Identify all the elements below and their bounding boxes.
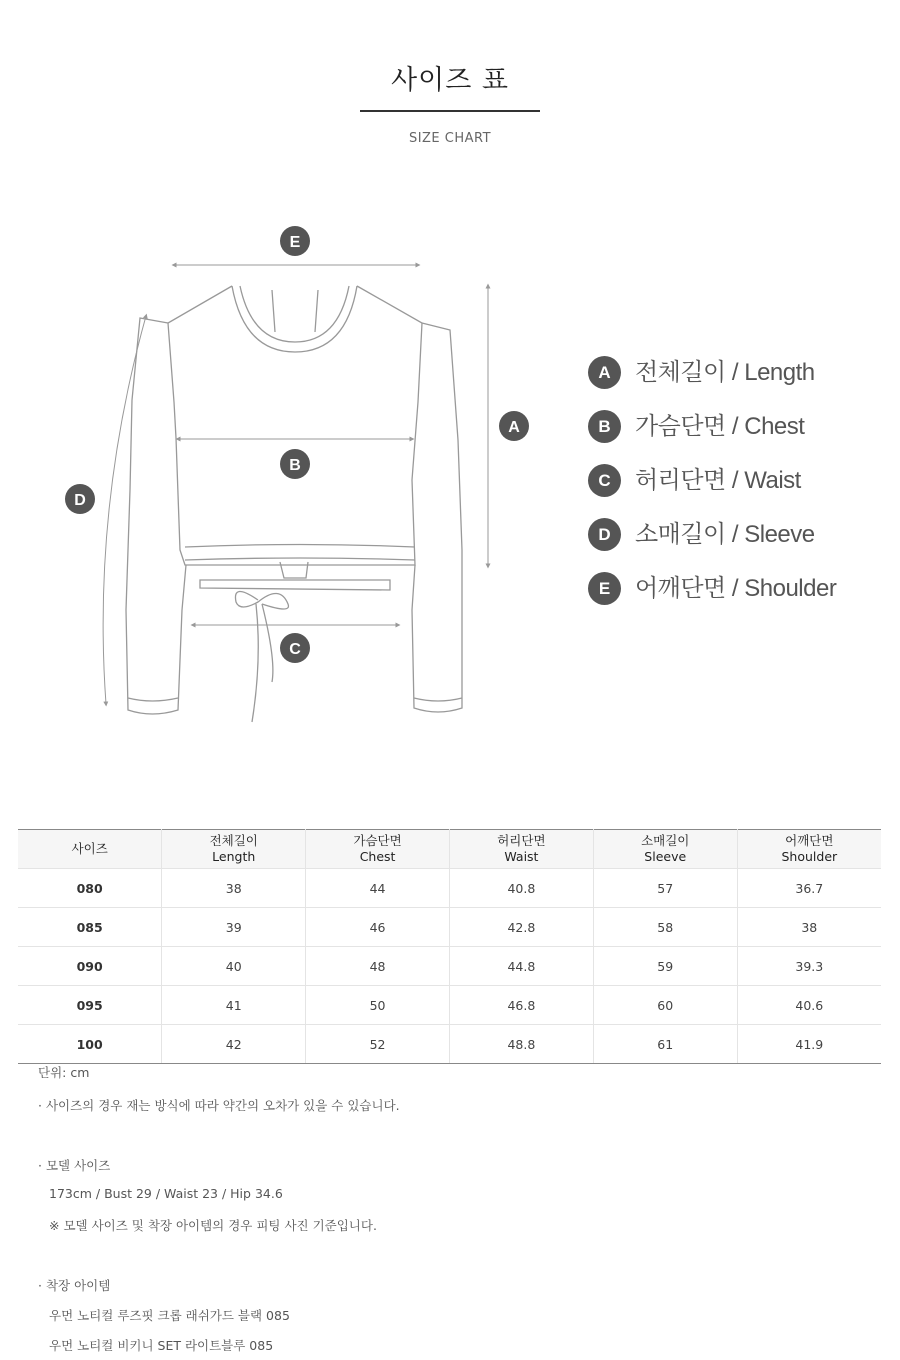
legend-badge: B	[588, 410, 621, 443]
header-ko: 소매길이	[641, 833, 690, 848]
shoulder-cell: 40.6	[737, 986, 881, 1025]
chest-cell: 44	[306, 869, 450, 908]
legend-label: 어깨단면 / Shoulder	[635, 575, 837, 602]
legend-label: 가슴단면 / Chest	[635, 413, 805, 440]
chest-cell: 48	[306, 947, 450, 986]
marker-b	[280, 449, 310, 479]
length-cell: 38	[162, 869, 306, 908]
header-sleeve	[593, 830, 737, 869]
table-row	[18, 947, 881, 986]
header-en: Chest	[359, 849, 396, 864]
header-shoulder	[737, 830, 881, 869]
header-ko: 어깨단면	[785, 833, 834, 848]
svg-text:B: B	[289, 457, 301, 474]
table-row	[18, 1025, 881, 1064]
marker-d	[65, 484, 95, 514]
legend-badge: D	[588, 518, 621, 551]
sleeve-cell: 59	[593, 947, 737, 986]
waist-cell: 44.8	[449, 947, 593, 986]
model-size-value: 173cm / Bust 29 / Waist 23 / Hip 34.6	[49, 1186, 283, 1201]
table-row	[18, 869, 881, 908]
measurement-legend	[588, 356, 888, 626]
line-d	[103, 316, 146, 704]
shoulder-cell: 41.9	[737, 1025, 881, 1064]
page-title: 사이즈 표	[391, 65, 509, 96]
measurement-note: · 사이즈의 경우 재는 방식에 따라 약간의 오차가 있을 수 있습니다.	[38, 1098, 400, 1113]
title-divider	[360, 110, 540, 112]
sleeve-cell: 60	[593, 986, 737, 1025]
sleeve-cell: 61	[593, 1025, 737, 1064]
header-ko: 가슴단면	[353, 833, 402, 848]
table-row	[18, 908, 881, 947]
header-en: Sleeve	[644, 849, 687, 864]
svg-text:C: C	[289, 641, 301, 658]
header-ko: 사이즈	[71, 841, 108, 856]
worn-items-title: · 착장 아이템	[38, 1278, 111, 1293]
header-size	[18, 830, 162, 869]
shoulder-cell: 39.3	[737, 947, 881, 986]
worn-item: 우먼 노티컬 비키니 SET 라이트블루 085	[49, 1338, 274, 1353]
length-cell: 40	[162, 947, 306, 986]
shoulder-cell: 38	[737, 908, 881, 947]
legend-label: 전체길이 / Length	[635, 359, 815, 386]
chest-cell: 46	[306, 908, 450, 947]
waist-cell: 46.8	[449, 986, 593, 1025]
size-cell: 095	[18, 986, 162, 1025]
legend-item-length	[588, 356, 888, 410]
legend-label: 소매길이 / Sleeve	[635, 521, 815, 548]
header-en: Waist	[504, 849, 539, 864]
size-cell: 080	[18, 869, 162, 908]
model-size-title: · 모델 사이즈	[38, 1158, 111, 1173]
sleeve-cell: 57	[593, 869, 737, 908]
unit-note: 단위: cm	[38, 1065, 90, 1080]
worn-item: 우먼 노티컬 루즈핏 크롭 래쉬가드 블랙 085	[49, 1308, 290, 1323]
size-cell: 090	[18, 947, 162, 986]
length-cell: 39	[162, 908, 306, 947]
length-cell: 42	[162, 1025, 306, 1064]
shoulder-cell: 36.7	[737, 869, 881, 908]
size-table	[18, 829, 881, 1064]
length-cell: 41	[162, 986, 306, 1025]
waist-cell: 42.8	[449, 908, 593, 947]
size-cell: 100	[18, 1025, 162, 1064]
page-subtitle: SIZE CHART	[408, 131, 492, 146]
table-header-row	[18, 830, 881, 869]
sleeve-cell: 58	[593, 908, 737, 947]
legend-badge: E	[588, 572, 621, 605]
table-row	[18, 986, 881, 1025]
marker-a	[499, 411, 529, 441]
legend-badge: A	[588, 356, 621, 389]
header-ko: 전체길이	[209, 833, 258, 848]
legend-item-shoulder	[588, 572, 888, 626]
header-ko: 허리단면	[497, 833, 546, 848]
waist-cell: 40.8	[449, 869, 593, 908]
chest-cell: 52	[306, 1025, 450, 1064]
model-size-note: ※ 모델 사이즈 및 착장 아이템의 경우 피팅 사진 기준입니다.	[49, 1218, 377, 1233]
legend-item-waist	[588, 464, 888, 518]
chest-cell: 50	[306, 986, 450, 1025]
svg-text:E: E	[289, 234, 301, 251]
svg-text:D: D	[74, 492, 86, 509]
legend-item-sleeve	[588, 518, 888, 572]
svg-text:A: A	[508, 419, 520, 436]
header-en: Shoulder	[781, 849, 838, 864]
legend-badge: C	[588, 464, 621, 497]
waist-cell: 48.8	[449, 1025, 593, 1064]
header-length	[162, 830, 306, 869]
marker-c	[280, 633, 310, 663]
legend-label: 허리단면 / Waist	[635, 467, 801, 494]
header-waist	[449, 830, 593, 869]
header-chest	[306, 830, 450, 869]
header-en: Length	[212, 849, 256, 864]
marker-e	[280, 226, 310, 256]
size-cell: 085	[18, 908, 162, 947]
legend-item-chest	[588, 410, 888, 464]
